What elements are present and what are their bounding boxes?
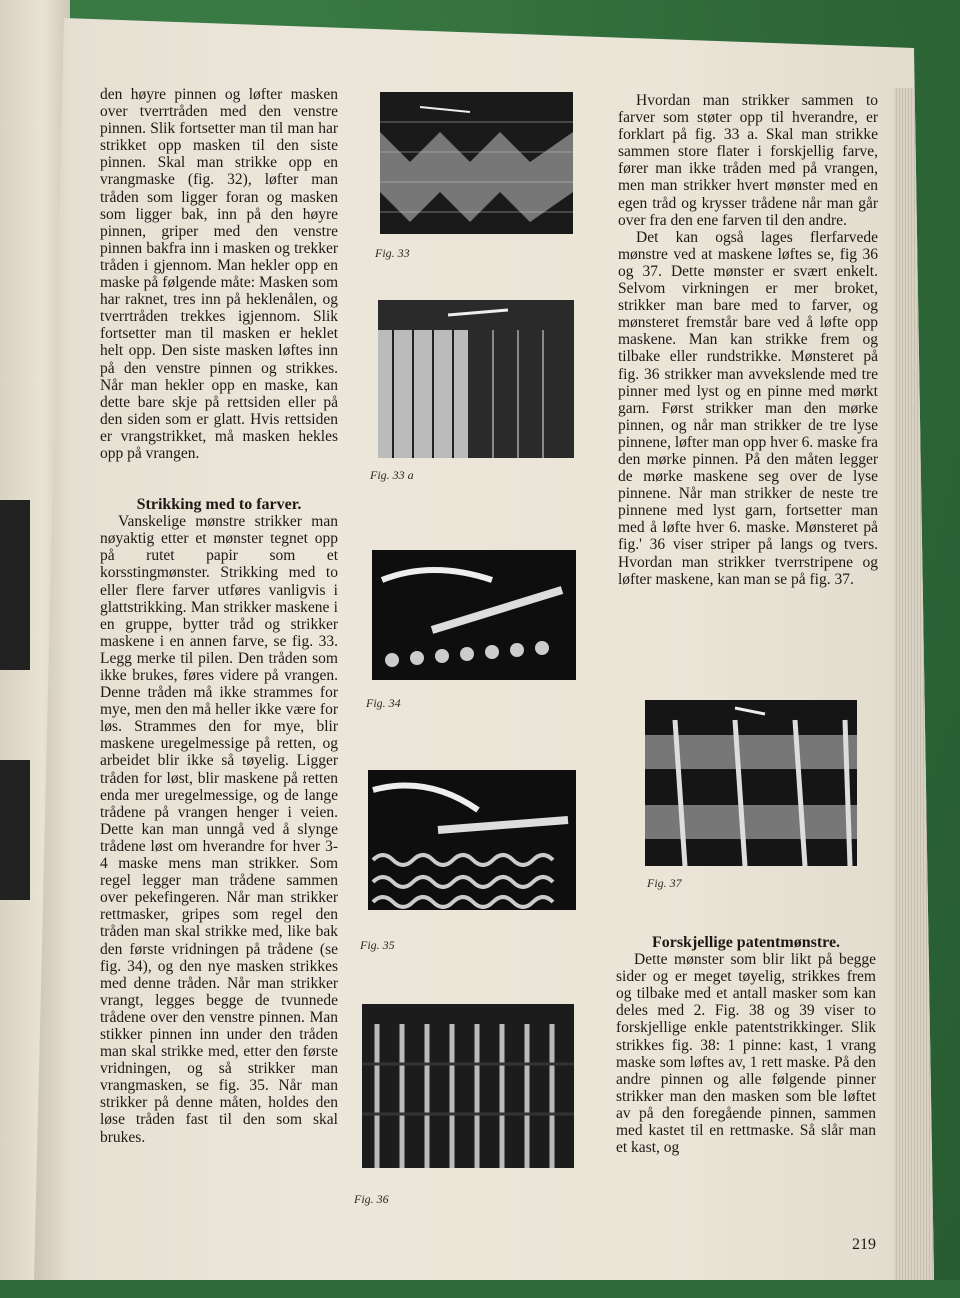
right-text-column-lower <box>616 934 876 1156</box>
figure-caption: Fig. 35 <box>360 938 395 952</box>
figure-caption: Fig. 34 <box>366 696 401 710</box>
left-text-column <box>100 86 338 1146</box>
section-heading: Strikking med to farver. <box>136 496 302 514</box>
knitting-figure-33a <box>378 300 574 458</box>
figure-caption: Fig. 33 <box>375 246 410 260</box>
body-paragraph: den høyre pinnen og løfter masken over tverrtråden med den venstre pinnen. Slik fortsetter man til man har strikket opp masken til den siste pinnen. Skal man strikke opp en vrangmaske (fig. 32), løfter man tråden som ligger foran og masken som ligger bak, inn på den høyre pinnen, griper med den venstre pinnen bakfra inn i masken og trekker tråden i gjennom. Man hekler opp en maske på følgende måte: Masken som har raknet, tres inn på heklenålen, og tverrtråden trekkes igjennom. Slik fortsetter man til masken er heklet helt opp. Den siste masken løftes inn på den venstre pinnen og strikkes. Når man hekler opp en maske, kan dette bare skje på rettsiden eller på den siden som er glatt. Hvis rettsiden er vrangstrikket, må masken hekles opp på vrangen. <box>100 86 338 462</box>
figure-caption: Fig. 37 <box>647 876 682 890</box>
knitting-figure-34 <box>372 550 576 680</box>
body-paragraph: Hvordan man strikker sammen to farver som støter opp til hverandre, er forklart på fig. 33 a. Skal man strikke sammen store flater i forskjellig farve, fører man ikke tråden med på vrangen, men man strikker hvert mønster med en egen tråd og krysser trådene når man går over fra den ene farven til den andre. <box>618 92 878 229</box>
knitting-figure-36 <box>362 1004 574 1168</box>
facing-page-image <box>0 500 30 670</box>
section-heading: Forskjellige patentmønstre. <box>651 934 841 951</box>
figure-caption: Fig. 33 a <box>370 468 414 482</box>
knitting-figure-35 <box>368 770 576 910</box>
body-paragraph: Vanskelige mønstre strikker man nøyaktig etter et mønster tegnet opp på rutet papir som et korsstingmønster. Strikking med to eller flere farver utføres vanligvis i glattstrikking. Man strikker maskene i en gruppe, bytter tråd og strikker maskene i en annen farve, se fig. 33. Legg merke til pilen. Den tråden som ikke brukes, føres videre på vrangen. Denne tråden må ikke strammes for mye, men den må heller ikke være for løs. Strammes den for mye, blir maskene uregelmessige på retten, og arbeidet blir ikke så tøyelig. Ligger tråden for løst, blir maskene på retten enda mer uregelmessige, og de lange trådene på vrangen henger i veien. Dette kan man unngå ved å slynge trådene løst om hverandre for hver 3-4 maske mens man strikker. Som regel legger man trådene sammen over pekefingeren. Når man strikker rettmasker, gripes som regel den tråden man skal strikke med, like bak den første vridningen på trådene (se fig. 34), og den nye masken strikkes med denne tråden. Når man strikker vrangt, legges begge de tvunnede trådene over den venstre pinnen. Man stikker pinnen inn under den tråden man skal strikke med, etter den første vridningen, og så strikker man vrangmasken, se fig. 35. Når man strikker på denne måten, holdes den løse tråden fast til den som skal brukes. <box>100 513 338 1146</box>
knitting-figure-37 <box>645 700 857 866</box>
page-number: 219 <box>852 1236 876 1253</box>
facing-page-image <box>0 760 30 900</box>
body-paragraph: Dette mønster som blir likt på begge sider og er meget tøyelig, strikkes frem og tilbake med et antall masker som kan deles med 2. Fig. 38 og 39 viser to forskjellige enkle patentstrikkinger. Slik strikkes fig. 38: 1 pinne: kast, 1 vrang maske som løftes av, 1 rett maske. På den andre pinnen og alle følgende pinner strikker man den masken som ble løftet av på den foregående pinnen, sammen med kastet til en rettmaske. Så slår man et kast, og <box>616 951 876 1157</box>
body-paragraph: Det kan også lages flerfarvede mønstre ved at maskene løftes se, fig 36 og 37. Dette mønster er svært enkelt. Selvom virkningen er mer broket, strikker man bare med to farver, og mønsteret fremstår bare ved å løfte opp maskene. Man kan strikke frem og tilbake eller rundstrikke. Mønsteret på fig. 36 strikker man avvekslende med tre pinner med lyst og en pinne med mørkt garn. Først strikker man den mørke pinnen, og når man strikker de tre lyse pinnene, løfter man opp hver 6. maske fra den mørke pinnen. På den måten legger de mørke maskene seg over de lyse pinnene. Når man strikker de neste tre pinnene med lyst garn, fortsetter man med å løfte hver 6. maske. Mønsteret på fig.' 36 viser striper på langs og tvers. Hvordan man strikker tverrstripene og løfter maskene, kan man se på fig. 37. <box>618 228 878 588</box>
knitting-figure-33 <box>380 92 573 234</box>
right-text-column <box>618 92 878 588</box>
figure-caption: Fig. 36 <box>354 1192 389 1206</box>
